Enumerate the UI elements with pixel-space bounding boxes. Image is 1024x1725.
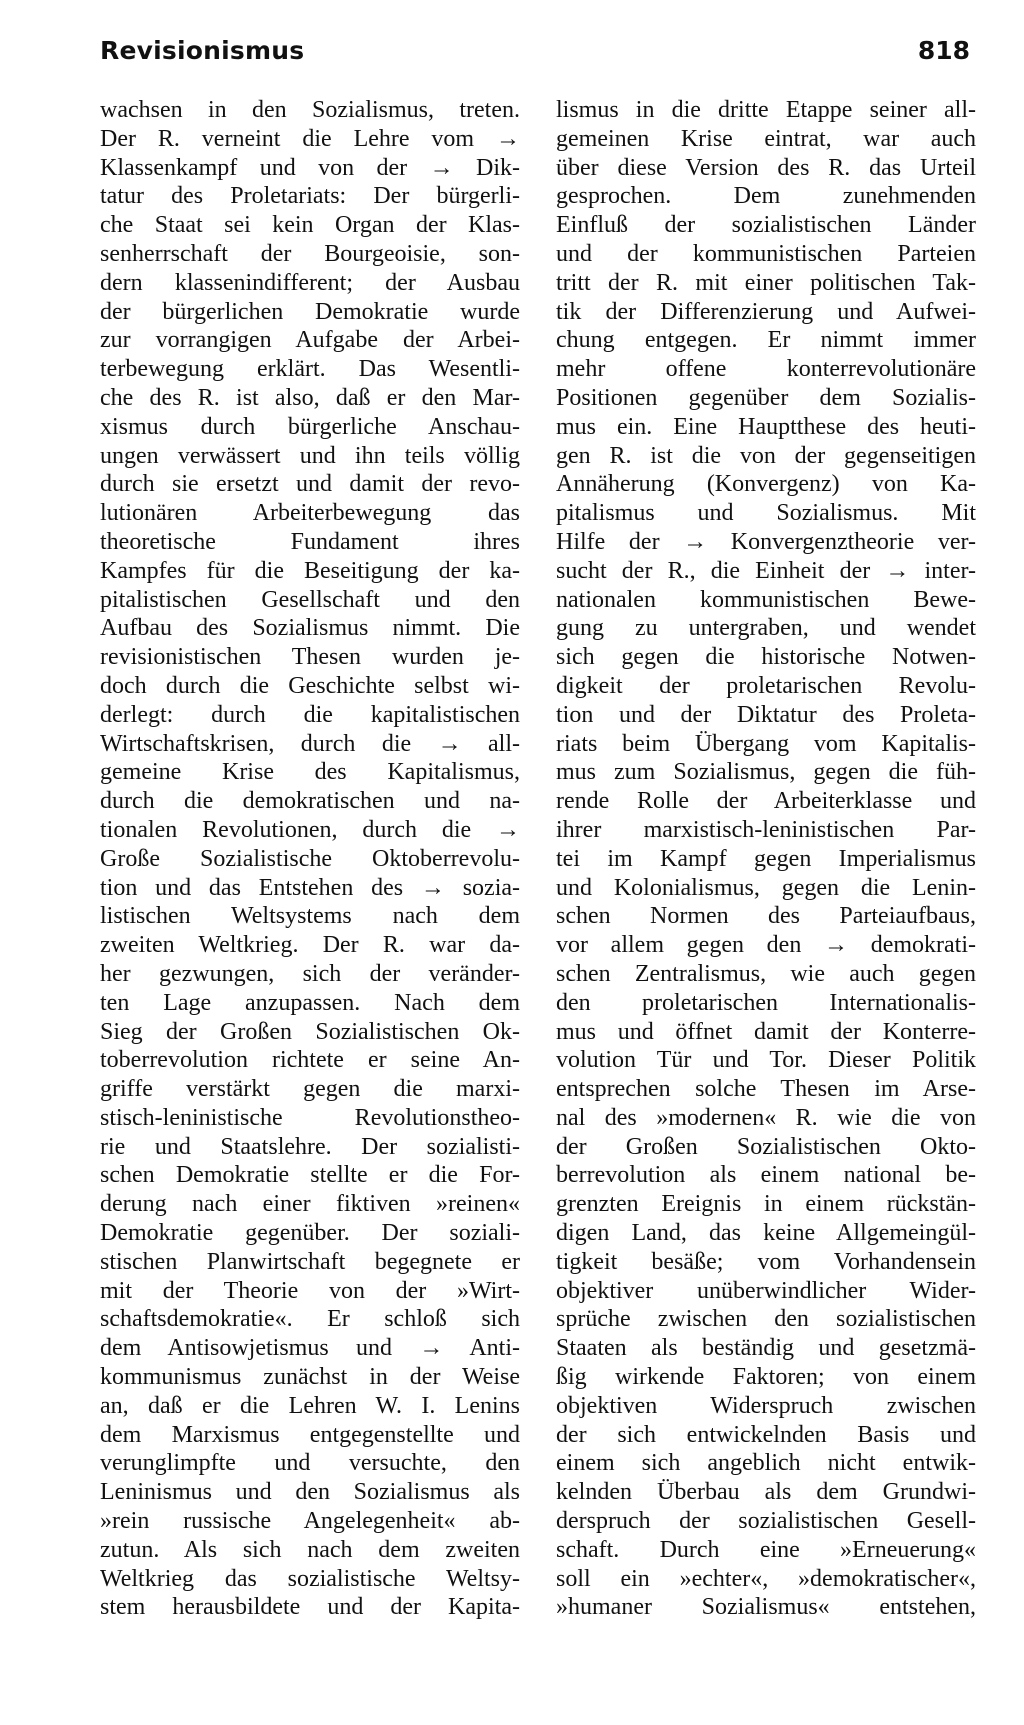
text-line: stem herausbildete und der Kapita- xyxy=(100,1594,520,1621)
text-line: pitalismus und Sozialismus. Mit xyxy=(556,500,976,527)
text-line: derspruch der sozialistischen Gesell- xyxy=(556,1508,976,1535)
text-line: sprüche zwischen den sozialistischen xyxy=(556,1306,976,1333)
text-line: schaft. Durch eine »Erneuerung« xyxy=(556,1536,976,1563)
text-line: tritt der R. mit einer politischen Tak- xyxy=(556,269,976,296)
text-line: tion und der Diktatur des Proleta- xyxy=(556,701,976,728)
text-line: lismus in die dritte Etappe seiner all- xyxy=(556,97,976,123)
text-line: terbewegung erklärt. Das Wesentli- xyxy=(100,356,520,383)
text-line: schen Zentralismus, wie auch gegen xyxy=(556,960,976,987)
text-line: tatur des Proletariats: Der bürgerli- xyxy=(100,183,520,210)
text-line: ungen verwässert und ihn teils völlig xyxy=(100,442,520,469)
text-line: der sich entwickelnden Basis und xyxy=(556,1421,976,1448)
text-line: ihrer marxistisch-leninistischen Par- xyxy=(556,816,976,843)
text-line: Leninismus und den Sozialismus als xyxy=(100,1479,520,1506)
text-line: verunglimpfte und versuchte, den xyxy=(100,1450,520,1477)
text-line: Aufbau des Sozialismus nimmt. Die xyxy=(100,615,520,642)
text-line: ten Lage anzupassen. Nach dem xyxy=(100,989,520,1016)
text-line: gemeine Krise des Kapitalismus, xyxy=(100,759,520,786)
text-line: volution Tür und Tor. Dieser Politik xyxy=(556,1047,976,1074)
text-line: zur vorrangigen Aufgabe der Arbei- xyxy=(100,327,520,354)
text-line: Annäherung (Konvergenz) von Ka- xyxy=(556,471,976,498)
text-line: nationalen kommunistischen Bewe- xyxy=(556,586,976,613)
text-line: wachsen in den Sozialismus, treten. xyxy=(100,97,520,123)
text-line: revisionistischen Thesen wurden je- xyxy=(100,644,520,671)
text-line: senherrschaft der Bourgeoisie, son- xyxy=(100,240,520,267)
text-line: stisch-leninistische Revolutionstheo- xyxy=(100,1104,520,1131)
text-line: griffe verstärkt gegen die marxi- xyxy=(100,1076,520,1103)
text-line: che des R. ist also, daß er den Mar- xyxy=(100,384,520,411)
text-line: gesprochen. Dem zunehmenden xyxy=(556,183,976,210)
text-line: Kampfes für die Beseitigung der ka- xyxy=(100,557,520,584)
text-line: und der kommunistischen Parteien xyxy=(556,240,976,267)
text-line: che Staat sei kein Organ der Klas- xyxy=(100,212,520,239)
text-line: tigkeit besäße; vom Vorhandensein xyxy=(556,1248,976,1275)
text-line: rende Rolle der Arbeiterklasse und xyxy=(556,788,976,815)
text-line: durch die demokratischen und na- xyxy=(100,788,520,815)
text-line: zutun. Als sich nach dem zweiten xyxy=(100,1536,520,1563)
text-line: zweiten Weltkrieg. Der R. war da- xyxy=(100,932,520,959)
text-line: schen Normen des Parteiaufbaus, xyxy=(556,903,976,930)
text-line: schen Demokratie stellte er die For- xyxy=(100,1162,520,1189)
text-line: Große Sozialistische Oktoberrevolu- xyxy=(100,845,520,872)
text-line: mus zum Sozialismus, gegen die füh- xyxy=(556,759,976,786)
text-column-left xyxy=(100,96,520,1622)
text-line: tion und das Entstehen des → sozia- xyxy=(100,874,520,901)
text-line: Klassenkampf und von der → Dik- xyxy=(100,154,520,181)
text-line: kelnden Überbau als dem Grundwi- xyxy=(556,1479,976,1506)
text-line: grenzten Ereignis in einem rückstän- xyxy=(556,1191,976,1218)
text-line: her gezwungen, sich der veränder- xyxy=(100,960,520,987)
text-column-right xyxy=(556,96,976,1622)
text-line: toberrevolution richtete er seine An- xyxy=(100,1047,520,1074)
running-head-title: Revisionismus xyxy=(100,36,305,65)
text-line: Demokratie gegenüber. Der soziali- xyxy=(100,1220,520,1247)
text-line: mit der Theorie von der »Wirt- xyxy=(100,1277,520,1304)
text-line: »humaner Sozialismus« entstehen, xyxy=(556,1594,976,1621)
text-line: der bürgerlichen Demokratie wurde xyxy=(100,298,520,325)
text-line: soll ein »echter«, »demokratischer«, xyxy=(556,1565,976,1592)
text-line: rie und Staatslehre. Der sozialisti- xyxy=(100,1133,520,1160)
text-line: Weltkrieg das sozialistische Weltsy- xyxy=(100,1565,520,1592)
text-line: dem Marxismus entgegenstellte und xyxy=(100,1421,520,1448)
text-line: theoretische Fundament ihres xyxy=(100,528,520,555)
page-header xyxy=(100,36,970,76)
text-line: digen Land, das keine Allgemeingül- xyxy=(556,1220,976,1247)
text-line: derung nach einer fiktiven »reinen« xyxy=(100,1191,520,1218)
text-line: listischen Weltsystems nach dem xyxy=(100,903,520,930)
text-line: objektiver unüberwindlicher Wider- xyxy=(556,1277,976,1304)
text-line: xismus durch bürgerliche Anschau- xyxy=(100,413,520,440)
text-line: mus ein. Eine Hauptthese des heuti- xyxy=(556,413,976,440)
text-line: gen R. ist die von der gegenseitigen xyxy=(556,442,976,469)
text-line: doch durch die Geschichte selbst wi- xyxy=(100,672,520,699)
text-line: Einfluß der sozialistischen Länder xyxy=(556,212,976,239)
text-line: entsprechen solche Thesen im Arse- xyxy=(556,1076,976,1103)
text-line: den proletarischen Internationalis- xyxy=(556,989,976,1016)
text-line: Wirtschaftskrisen, durch die → all- xyxy=(100,730,520,757)
text-line: ßig wirkende Faktoren; von einem xyxy=(556,1364,976,1391)
text-line: chung entgegen. Er nimmt immer xyxy=(556,327,976,354)
text-line: mehr offene konterrevolutionäre xyxy=(556,356,976,383)
page-number: 818 xyxy=(917,36,970,65)
text-line: über diese Version des R. das Urteil xyxy=(556,154,976,181)
text-line: und Kolonialismus, gegen die Lenin- xyxy=(556,874,976,901)
text-line: mus und öffnet damit der Konterre- xyxy=(556,1018,976,1045)
text-line: riats beim Übergang vom Kapitalis- xyxy=(556,730,976,757)
text-line: tik der Differenzierung und Aufwei- xyxy=(556,298,976,325)
text-line: Der R. verneint die Lehre vom → xyxy=(100,125,520,152)
text-line: dern klassenindifferent; der Ausbau xyxy=(100,269,520,296)
text-line: nal des »modernen« R. wie die von xyxy=(556,1104,976,1131)
text-line: Staaten als beständig und gesetzmä- xyxy=(556,1335,976,1362)
text-line: schaftsdemokratie«. Er schloß sich xyxy=(100,1306,520,1333)
text-line: tei im Kampf gegen Imperialismus xyxy=(556,845,976,872)
text-line: an, daß er die Lehren W. I. Lenins xyxy=(100,1392,520,1419)
text-line: gung zu untergraben, und wendet xyxy=(556,615,976,642)
text-line: »rein russische Angelegenheit« ab- xyxy=(100,1508,520,1535)
text-line: objektiven Widerspruch zwischen xyxy=(556,1392,976,1419)
text-line: Positionen gegenüber dem Sozialis- xyxy=(556,384,976,411)
text-line: digkeit der proletarischen Revolu- xyxy=(556,672,976,699)
text-line: pitalistischen Gesellschaft und den xyxy=(100,586,520,613)
text-line: stischen Planwirtschaft begegnete er xyxy=(100,1248,520,1275)
text-line: durch sie ersetzt und damit der revo- xyxy=(100,471,520,498)
text-line: kommunismus zunächst in der Weise xyxy=(100,1364,520,1391)
text-line: sich gegen die historische Notwen- xyxy=(556,644,976,671)
text-line: Sieg der Großen Sozialistischen Ok- xyxy=(100,1018,520,1045)
text-line: einem sich angeblich nicht entwik- xyxy=(556,1450,976,1477)
text-line: dem Antisowjetismus und → Anti- xyxy=(100,1335,520,1362)
text-line: lutionären Arbeiterbewegung das xyxy=(100,500,520,527)
text-line: vor allem gegen den → demokrati- xyxy=(556,932,976,959)
text-line: der Großen Sozialistischen Okto- xyxy=(556,1133,976,1160)
text-line: derlegt: durch die kapitalistischen xyxy=(100,701,520,728)
text-line: gemeinen Krise eintrat, war auch xyxy=(556,125,976,152)
text-line: berrevolution als einem national be- xyxy=(556,1162,976,1189)
text-line: tionalen Revolutionen, durch die → xyxy=(100,816,520,843)
text-line: sucht der R., die Einheit der → inter- xyxy=(556,557,976,584)
text-line: Hilfe der → Konvergenztheorie ver- xyxy=(556,528,976,555)
